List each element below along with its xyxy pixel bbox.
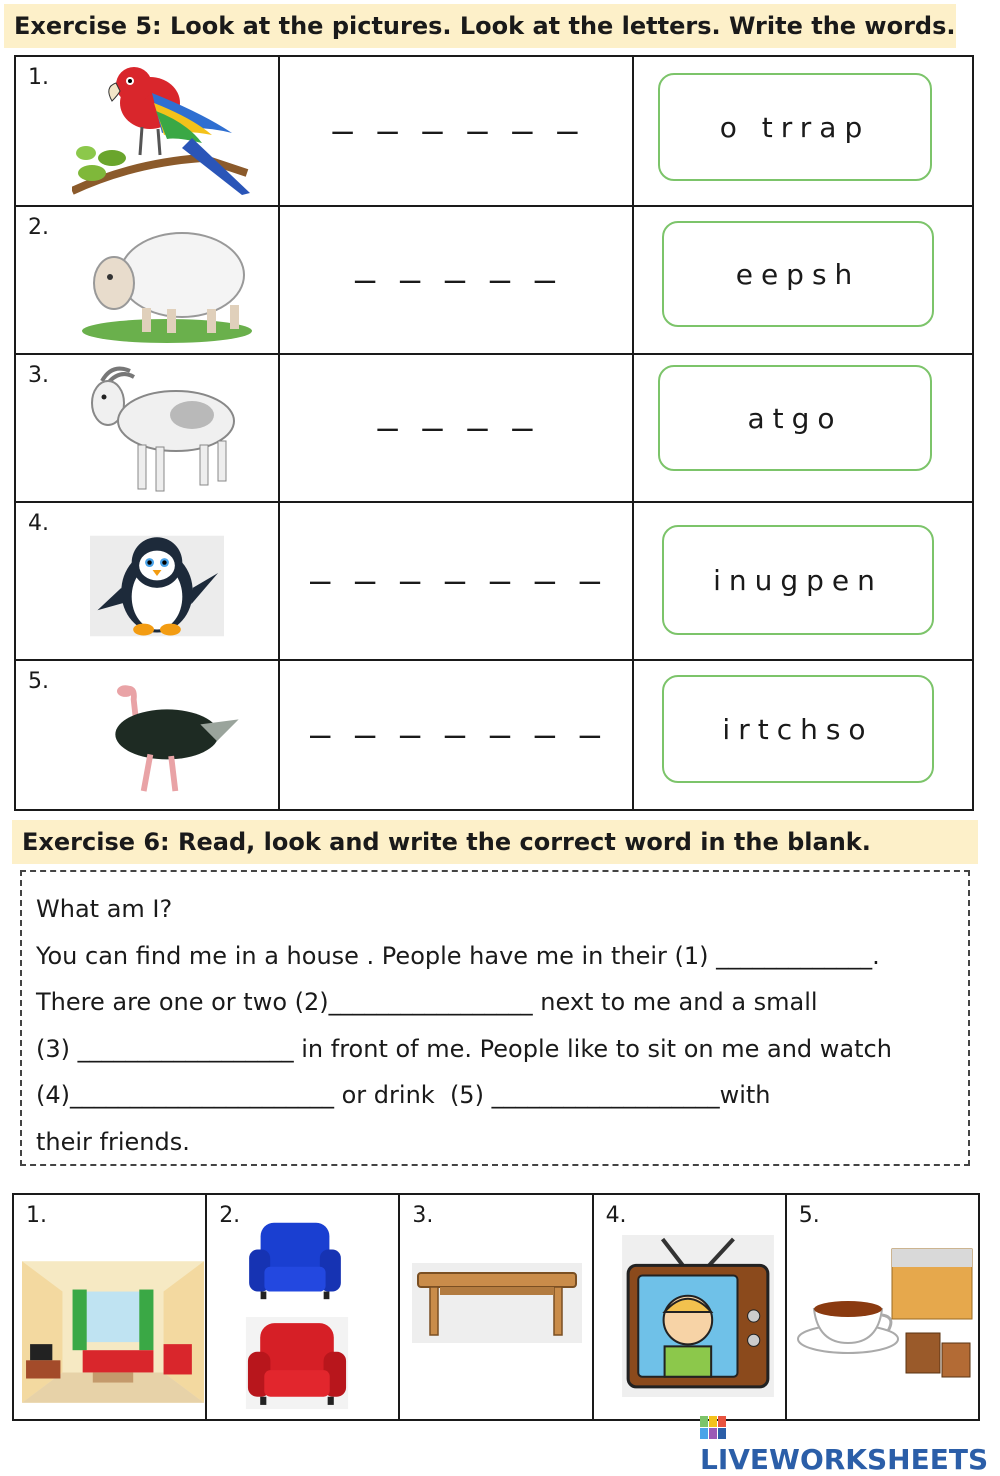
sheep-picture	[72, 213, 252, 348]
item-number: 4.	[28, 511, 49, 536]
scrambled-letters-box	[658, 365, 932, 471]
answer-blank-cell[interactable]	[279, 56, 633, 206]
answer-blank-cell[interactable]	[279, 502, 633, 660]
item-number: 1.	[28, 65, 49, 90]
letters-cell	[633, 354, 973, 502]
story-line: their friends.	[36, 1127, 190, 1156]
goat-picture	[72, 361, 252, 496]
item-number: 3.	[28, 363, 49, 388]
scrambled-letters: inugpen	[713, 563, 883, 597]
scrambled-letters: o trrap	[719, 110, 871, 144]
story-line: (4)______________________ or drink (5) ___________________with	[36, 1081, 771, 1110]
picture-cell	[15, 502, 279, 660]
scrambled-letters: eepsh	[735, 257, 861, 291]
letters-cell	[633, 56, 973, 206]
item-number: 2.	[28, 215, 49, 240]
answer-blank-cell[interactable]	[279, 354, 633, 502]
scrambled-letters-box	[662, 675, 934, 783]
story-box	[20, 870, 970, 1166]
blue-armchair-picture	[247, 1217, 343, 1303]
answer-dashes: – – – – – –	[332, 111, 580, 151]
answer-dashes: – – – – – – –	[309, 561, 603, 601]
item-number: 2.	[219, 1203, 241, 1228]
scrambled-letters-box	[658, 73, 932, 181]
item-number: 3.	[412, 1203, 434, 1228]
scrambled-letters-box	[662, 525, 934, 635]
liveworksheets-logo-text: LIVEWORKSHEETS	[700, 1443, 989, 1476]
picture-cell	[15, 206, 279, 354]
picture-cell	[15, 56, 279, 206]
story-line: What am I?	[36, 895, 173, 923]
answer-dashes: – – – –	[377, 408, 535, 448]
item-number: 4.	[605, 1203, 627, 1228]
scrambled-letters: irtchso	[722, 712, 874, 746]
story-line: (3) __________________ in front of me. People like to sit on me and watch	[36, 1034, 892, 1063]
picture-cell	[13, 1194, 206, 1420]
parrot-picture	[72, 63, 252, 198]
answer-dashes: – – – – –	[354, 260, 558, 300]
picture-cell	[206, 1194, 399, 1420]
answer-blank-cell[interactable]	[279, 206, 633, 354]
liveworksheets-logo	[700, 1410, 1000, 1476]
table-picture	[412, 1263, 582, 1343]
letters-cell	[633, 206, 973, 354]
story-line: You can find me in a house . People have me in their (1) _____________.	[36, 941, 880, 970]
picture-cell	[786, 1194, 979, 1420]
picture-cell	[15, 660, 279, 810]
living-room-picture	[22, 1261, 204, 1403]
exercise-6-title: Exercise 6: Read, look and write the correct word in the blank.	[12, 820, 978, 864]
letters-cell	[633, 502, 973, 660]
answer-dashes: – – – – – – –	[309, 715, 603, 755]
story-line: There are one or two (2)_________________ next to me and a small	[36, 988, 818, 1017]
scrambled-letters-box	[662, 221, 934, 327]
item-number: 5.	[28, 669, 49, 694]
exercise-6-pictures	[12, 1193, 980, 1421]
tea-picture	[795, 1243, 977, 1393]
exercise-5-title: Exercise 5: Look at the pictures. Look at the letters. Write the words.	[4, 4, 956, 48]
scrambled-letters: atgo	[747, 401, 843, 435]
item-number: 1.	[26, 1203, 47, 1228]
ostrich-picture	[92, 671, 242, 807]
penguin-picture	[90, 517, 224, 655]
answer-blank-cell[interactable]	[279, 660, 633, 810]
item-number: 5.	[798, 1203, 820, 1228]
picture-cell	[399, 1194, 592, 1420]
television-picture	[622, 1235, 774, 1397]
picture-cell	[593, 1194, 786, 1420]
letters-cell	[633, 660, 973, 810]
red-armchair-picture	[245, 1317, 349, 1409]
liveworksheets-logo-icon	[700, 1416, 726, 1440]
picture-cell	[15, 354, 279, 502]
exercise-5-table	[14, 55, 974, 811]
